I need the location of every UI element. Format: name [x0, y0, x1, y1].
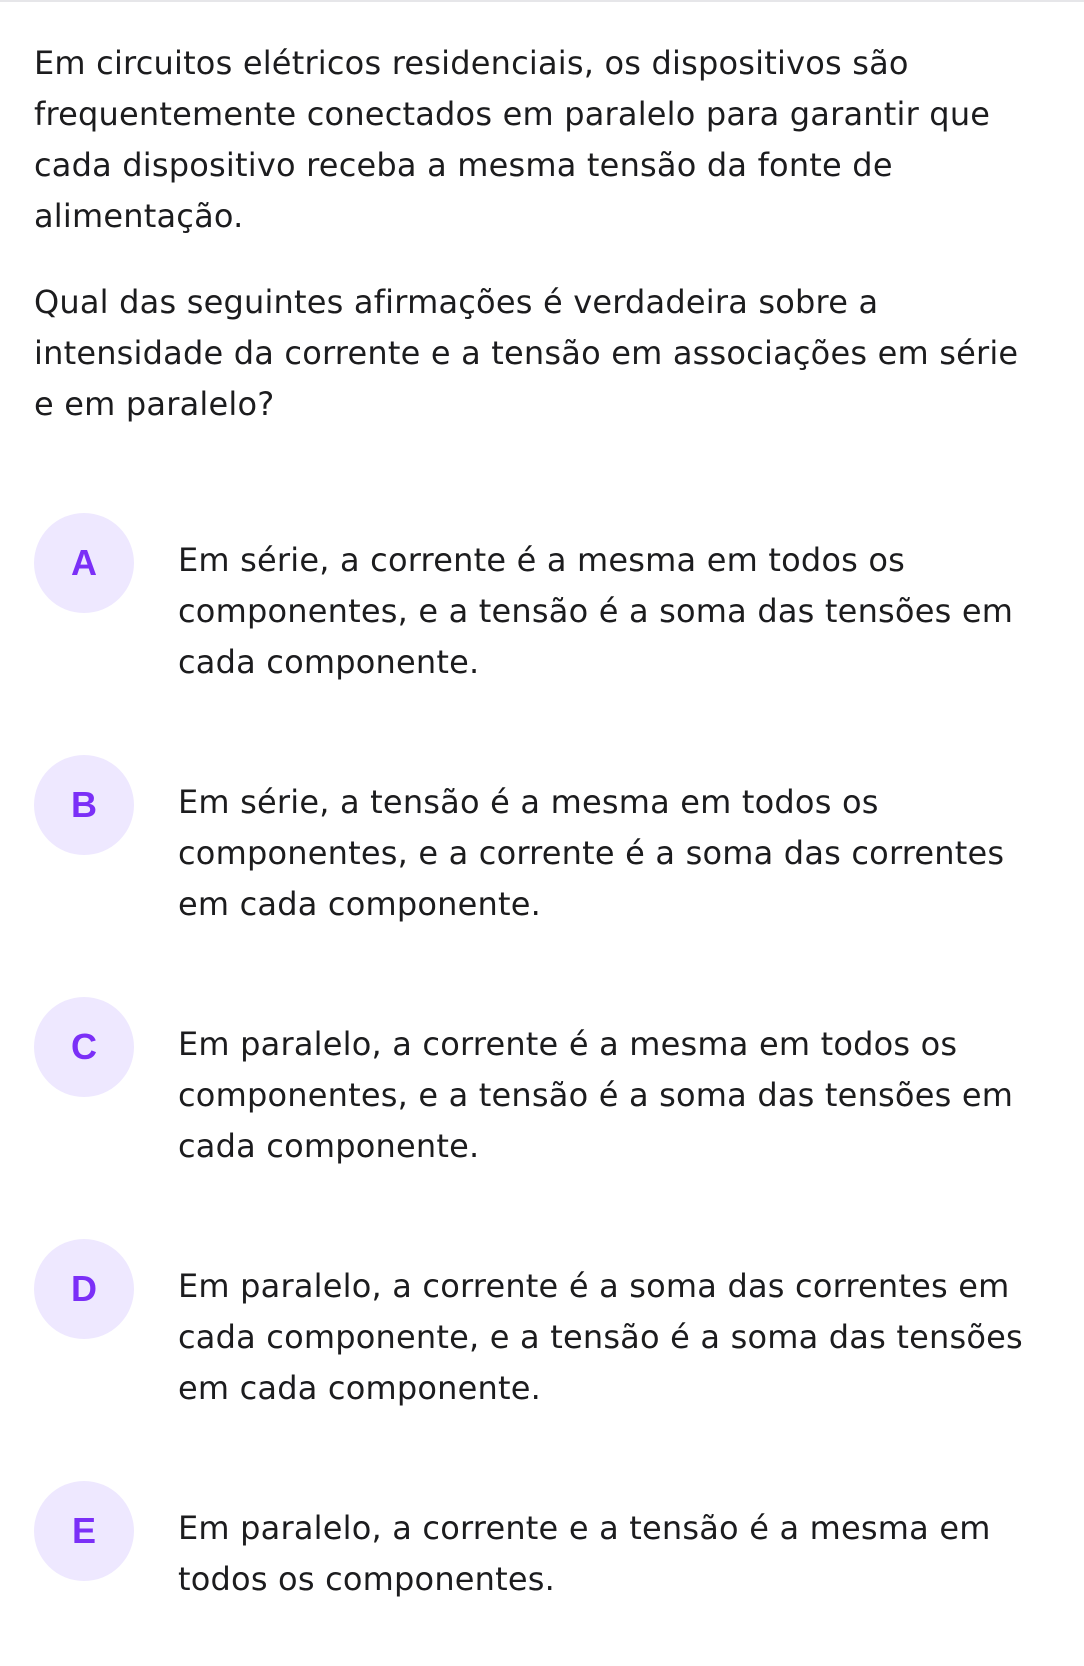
- option-c[interactable]: [34, 997, 1064, 1172]
- question-block: [34, 38, 1044, 430]
- question-prompt: Qual das seguintes afirmações é verdadeira sobre a intensidade da corrente e a tensão em associações em série e em paralelo?: [34, 283, 1019, 423]
- option-letter-badge: C: [34, 997, 134, 1097]
- option-letter-badge: D: [34, 1239, 134, 1339]
- option-b[interactable]: [34, 755, 1064, 930]
- option-text: Em série, a tensão é a mesma em todos os componentes, e a corrente é a soma das correntes em cada componente.: [178, 783, 1005, 923]
- option-text: Em paralelo, a corrente é a soma das correntes em cada componente, e a tensão é a soma das tensões em cada componente.: [178, 1267, 1023, 1407]
- top-divider: [0, 0, 1084, 2]
- option-text: Em paralelo, a corrente é a mesma em todos os componentes, e a tensão é a soma das tensões em cada componente.: [178, 1025, 1014, 1165]
- option-text: Em série, a corrente é a mesma em todos os componentes, e a tensão é a soma das tensões em cada componente.: [178, 541, 1014, 681]
- option-letter-badge: B: [34, 755, 134, 855]
- option-d[interactable]: [34, 1239, 1064, 1414]
- answer-options: [34, 513, 1064, 1605]
- option-a[interactable]: [34, 513, 1064, 688]
- question-intro: Em circuitos elétricos residenciais, os dispositivos são frequentemente conectados em paralelo para garantir que cada dispositivo receba a mesma tensão da fonte de alimentação.: [34, 44, 991, 235]
- option-text: Em paralelo, a corrente e a tensão é a mesma em todos os componentes.: [178, 1509, 991, 1598]
- option-e[interactable]: [34, 1481, 1064, 1605]
- option-letter-badge: E: [34, 1481, 134, 1581]
- option-letter-badge: A: [34, 513, 134, 613]
